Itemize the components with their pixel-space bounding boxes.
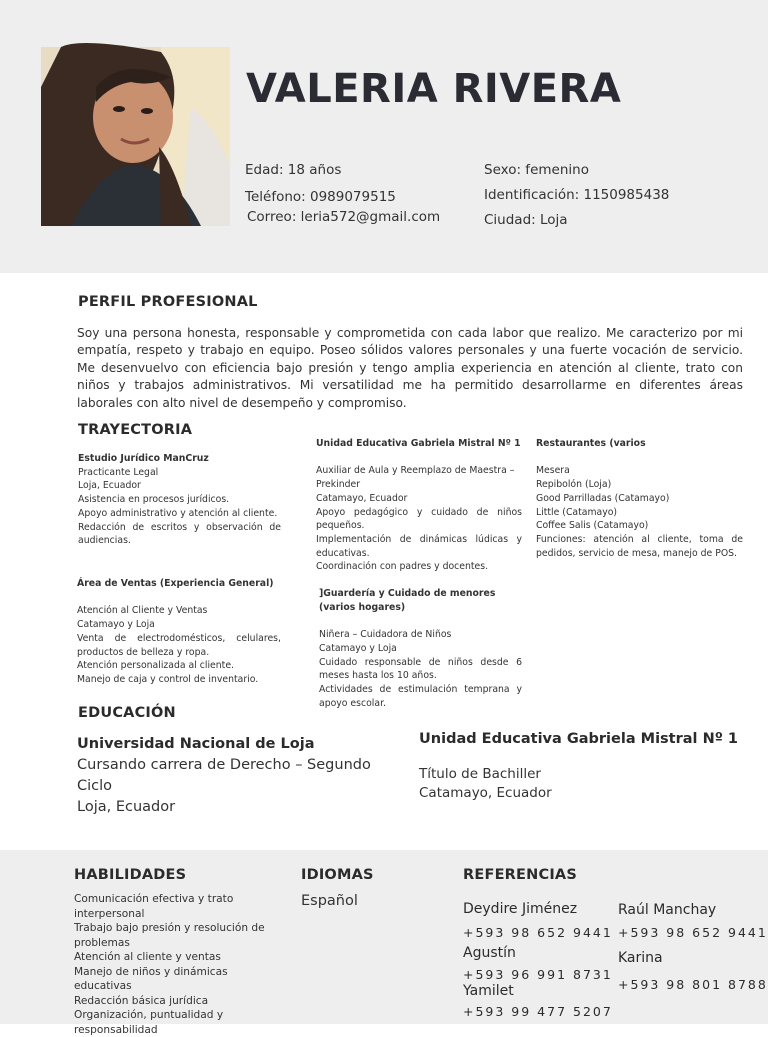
email-field: Correo: leria572@gmail.com bbox=[247, 209, 441, 225]
education-entry bbox=[419, 729, 739, 803]
skill-item: Atención al cliente y ventas bbox=[74, 951, 221, 963]
job-line: Practicante Legal bbox=[78, 466, 159, 478]
job-line: Actividades de estimulación temprana y apoyo escolar. bbox=[319, 683, 522, 709]
job-line: Catamayo y Loja bbox=[77, 619, 155, 631]
trajectory-heading: TRAYECTORIA bbox=[78, 422, 193, 438]
job-line: Little (Catamayo) bbox=[536, 506, 618, 518]
sex-field: Sexo: femenino bbox=[484, 162, 589, 178]
education-place: Loja, Ecuador bbox=[77, 799, 176, 815]
reference-name: Raúl Manchay bbox=[618, 902, 717, 918]
city-field: Ciudad: Loja bbox=[484, 212, 568, 228]
reference-name: Deydire Jiménez bbox=[463, 901, 578, 917]
languages-heading: IDIOMAS bbox=[301, 867, 374, 883]
education-school: Universidad Nacional de Loja bbox=[77, 736, 315, 752]
job-line: Niñera – Cuidadora de Niños bbox=[319, 629, 452, 641]
job-line: Coffee Salis (Catamayo) bbox=[536, 520, 649, 532]
job-entry bbox=[319, 587, 522, 710]
reference-phone: +593 98 801 8788 bbox=[618, 977, 768, 992]
job-title: Área de Ventas (Experiencia General) bbox=[77, 578, 274, 589]
job-line: Funciones: atención al cliente, toma de pedidos, servicio de mesa, manejo de POS. bbox=[536, 533, 743, 559]
age-field: Edad: 18 años bbox=[245, 162, 342, 178]
education-entry bbox=[77, 734, 387, 818]
reference-name: Karina bbox=[618, 950, 663, 966]
job-line: Catamayo, Ecuador bbox=[316, 492, 408, 504]
job-line: Coordinación con padres y docentes. bbox=[316, 561, 489, 573]
job-line: Repibolón (Loja) bbox=[536, 479, 612, 491]
reference-phone: +593 96 991 8731 bbox=[463, 967, 613, 982]
job-line: Atención personalizada al cliente. bbox=[77, 660, 234, 672]
job-line: Atención al Cliente y Ventas bbox=[77, 605, 208, 617]
job-title: Estudio Jurídico ManCruz bbox=[78, 453, 209, 464]
id-field: Identificación: 1150985438 bbox=[484, 187, 670, 203]
job-line: Asistencia en procesos jurídicos. bbox=[78, 494, 230, 506]
skill-item: Organización, puntualidad y responsabilidad bbox=[74, 1009, 224, 1036]
reference-phone: +593 99 477 5207 bbox=[463, 1004, 613, 1019]
reference-name: Agustín bbox=[463, 945, 516, 961]
education-detail: Título de Bachiller bbox=[419, 766, 541, 782]
job-entry bbox=[536, 437, 743, 560]
job-line: Catamayo y Loja bbox=[319, 642, 397, 654]
job-title: ]Guardería y Cuidado de menores (varios hogares) bbox=[319, 588, 496, 613]
skills-heading: HABILIDADES bbox=[74, 867, 187, 883]
job-line: Auxiliar de Aula y Reemplazo de Maestra – Prekinder bbox=[316, 465, 515, 491]
skills-list bbox=[74, 892, 274, 1037]
skill-item: Trabajo bajo presión y resolución de problemas bbox=[74, 922, 265, 949]
language-item: Español bbox=[301, 893, 358, 909]
phone-field: Teléfono: 0989079515 bbox=[245, 189, 396, 205]
job-line: Cuidado responsable de niños desde 6 meses hasta los 10 años. bbox=[319, 656, 522, 682]
education-detail: Cursando carrera de Derecho – Segundo Ciclo bbox=[77, 757, 371, 794]
job-line: Apoyo administrativo y atención al cliente. bbox=[78, 507, 278, 519]
candidate-name: VALERIA RIVERA bbox=[246, 66, 622, 112]
reference-name: Yamilet bbox=[463, 983, 514, 999]
reference-phone: +593 98 652 9441 bbox=[618, 925, 768, 940]
reference-phone: +593 98 652 9441 bbox=[463, 925, 613, 940]
job-line: Manejo de caja y control de inventario. bbox=[77, 673, 259, 685]
job-title: Restaurantes (varios bbox=[536, 438, 646, 449]
education-heading: EDUCACIÓN bbox=[78, 705, 176, 721]
profile-heading: PERFIL PROFESIONAL bbox=[78, 294, 258, 310]
skill-item: Manejo de niños y dinámicas educativas bbox=[74, 965, 228, 992]
job-line: Mesera bbox=[536, 465, 570, 477]
skill-item: Redacción básica jurídica bbox=[74, 994, 209, 1007]
job-title: Unidad Educativa Gabriela Mistral Nº 1 bbox=[316, 438, 521, 449]
profile-text: Soy una persona honesta, responsable y comprometida con cada labor que realizo. Me caracterizo por mi empatía, respeto y trabajo en equipo. Poseo sólidos valores personales y una fuerte vocación de servicio. Me desenvuelvo con eficiencia bajo presión y tengo amplia experiencia en atención al cliente, trato con niños y trabajos administrativos. Mi versatilidad me ha permitido desarrollarme en diferentes áreas laborales con alto nivel de desempeño y compromiso. bbox=[77, 326, 743, 410]
education-place: Catamayo, Ecuador bbox=[419, 785, 552, 801]
references-heading: REFERENCIAS bbox=[463, 867, 577, 883]
profile-photo bbox=[41, 47, 230, 226]
job-line: Implementación de dinámicas lúdicas y educativas. bbox=[316, 533, 522, 559]
job-entry bbox=[78, 452, 281, 548]
job-entry bbox=[316, 437, 522, 574]
job-line: Venta de electrodomésticos, celulares, productos de belleza y ropa. bbox=[77, 632, 281, 658]
job-line: Loja, Ecuador bbox=[78, 480, 141, 492]
job-line: Apoyo pedagógico y cuidado de niños pequeños. bbox=[316, 506, 522, 532]
education-school: Unidad Educativa Gabriela Mistral Nº 1 bbox=[419, 731, 739, 747]
job-line: Good Parrilladas (Catamayo) bbox=[536, 492, 670, 504]
job-line: Redacción de escritos y observación de audiencias. bbox=[78, 521, 281, 547]
skill-item: Comunicación efectiva y trato interpersonal bbox=[74, 893, 234, 920]
job-entry bbox=[77, 577, 281, 687]
